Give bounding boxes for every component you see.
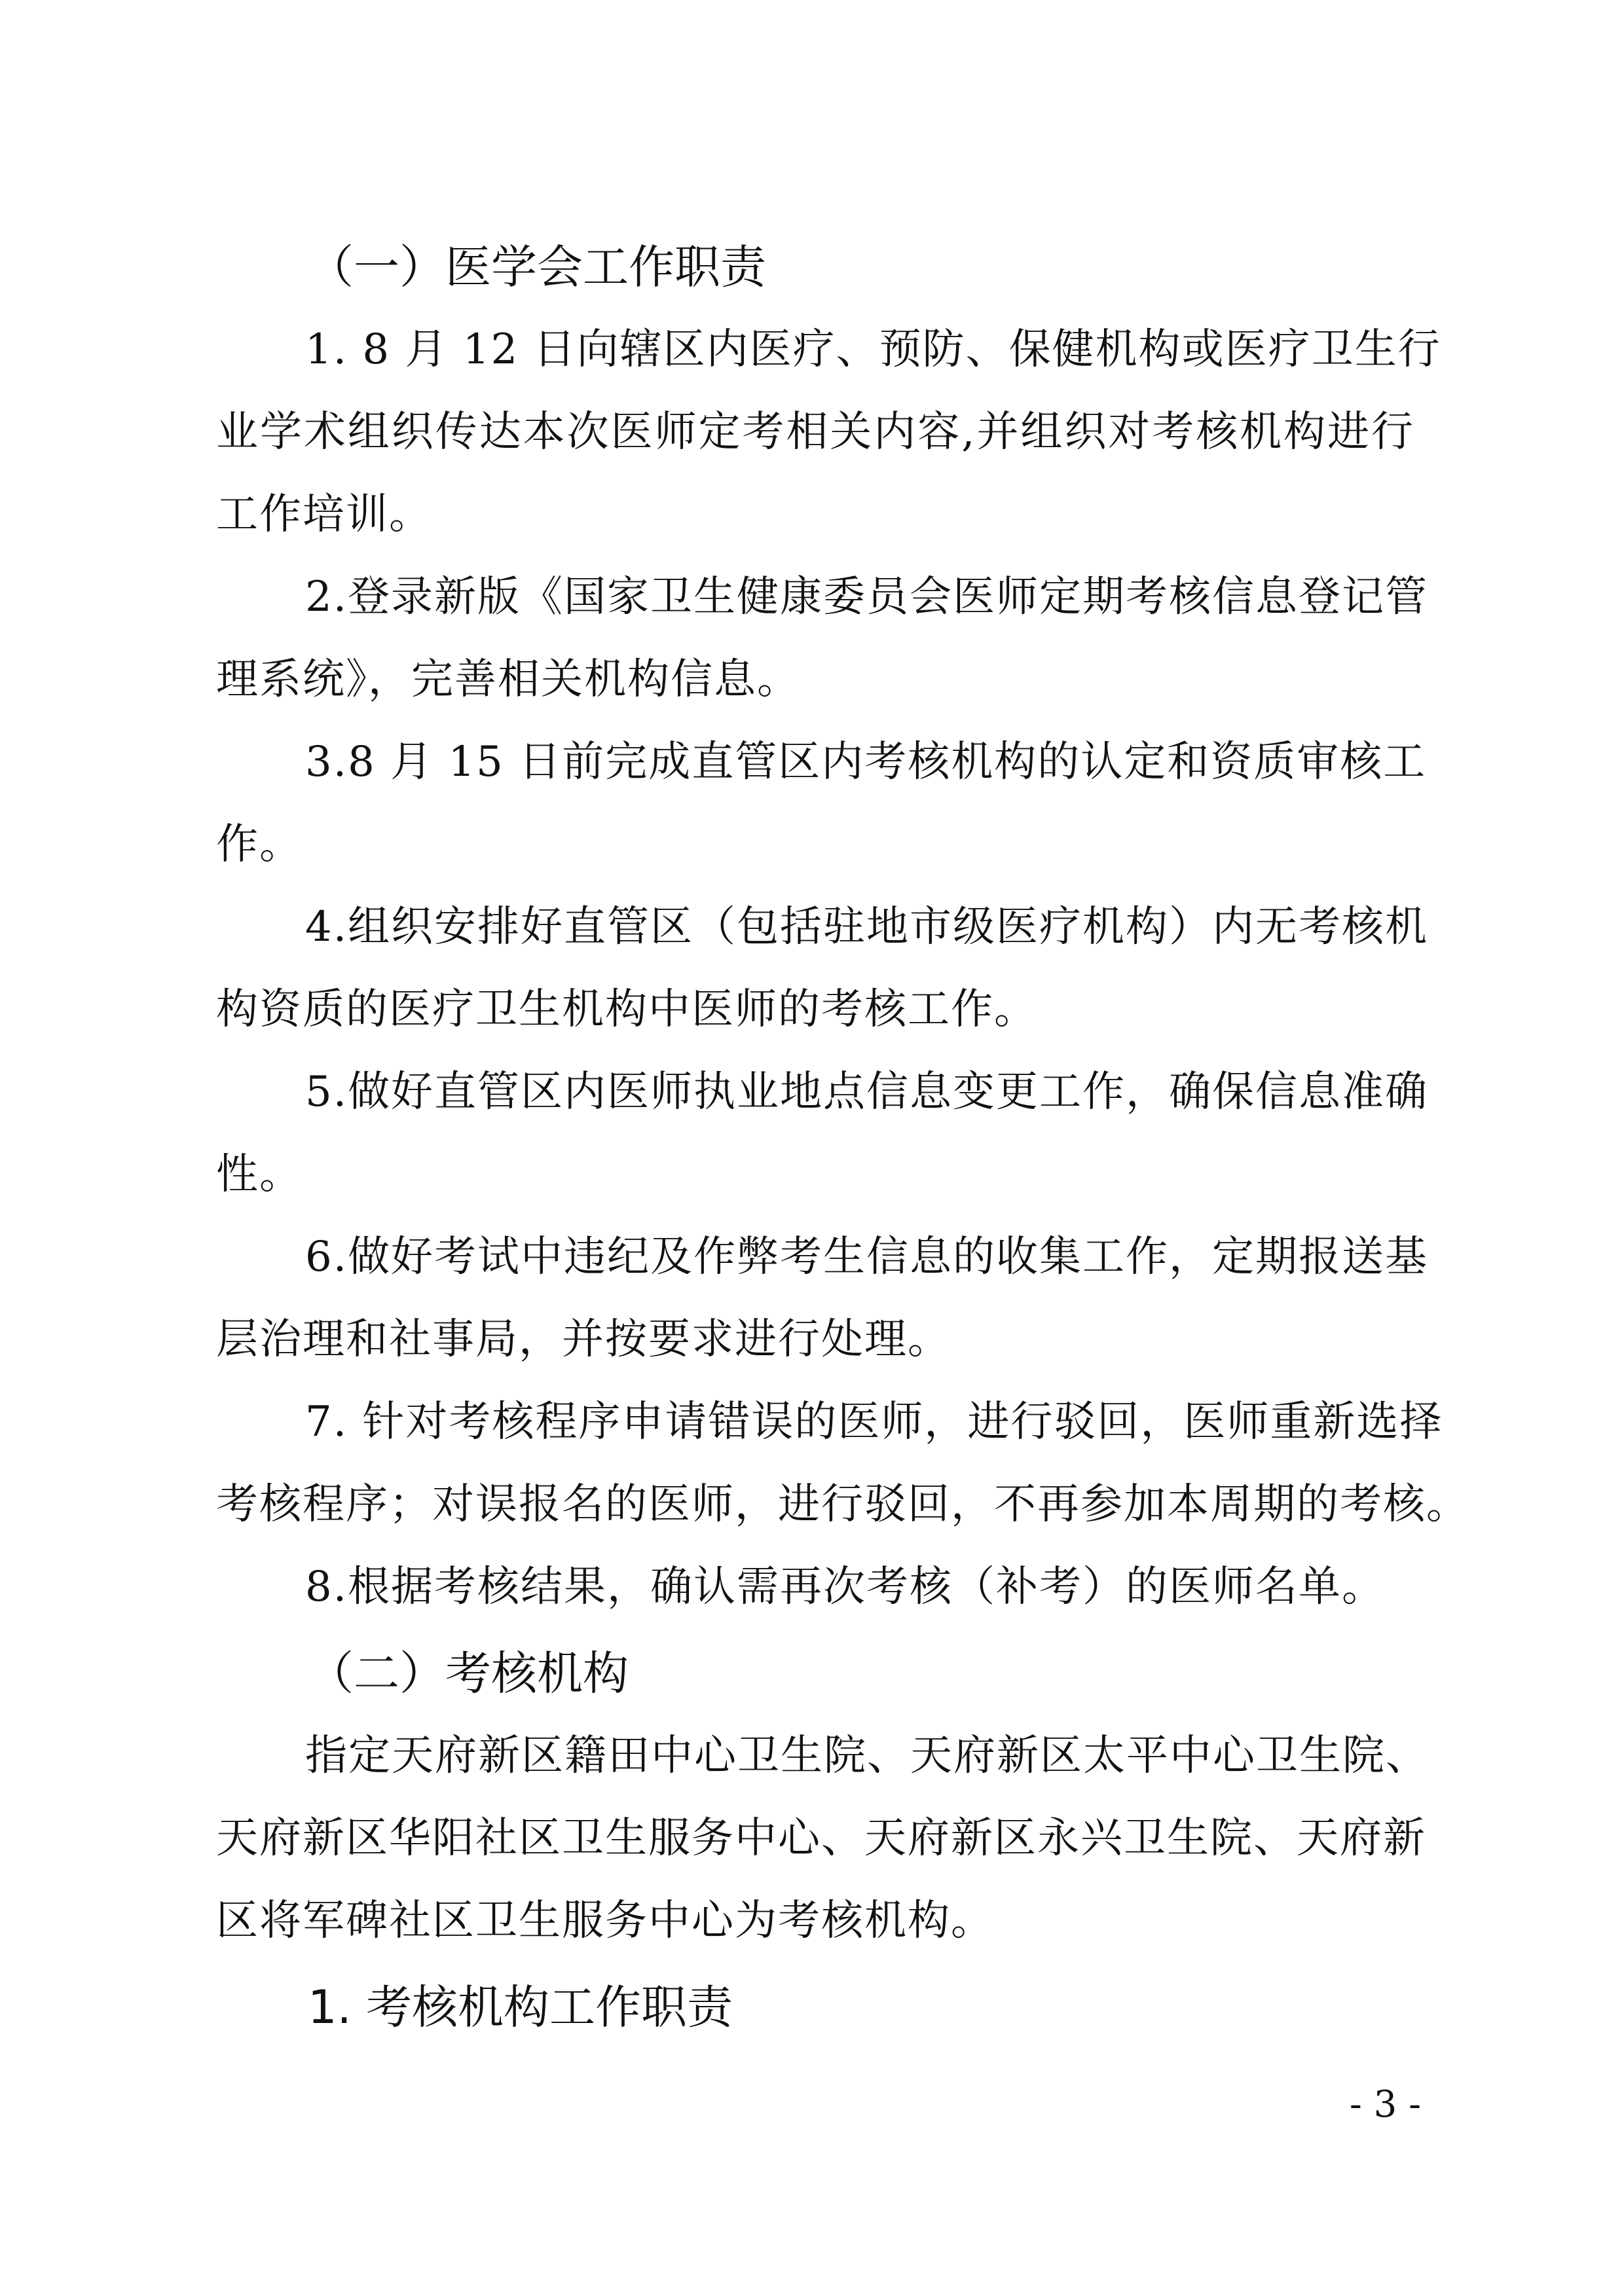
section-heading-assessment-institutions: （二）考核机构	[308, 1647, 629, 1700]
duty-item-1-line-2: 业学术组织传达本次医师定考相关内容,并组织对考核机构进行	[216, 408, 1414, 456]
duty-item-5-line-1: 5.做好直管区内医师执业地点信息变更工作，确保信息准确	[305, 1068, 1429, 1116]
duty-item-8-line-1: 8.根据考核结果，确认需再次考核（补考）的医师名单。	[305, 1563, 1386, 1611]
duty-item-8	[216, 1546, 1414, 1628]
assessment-institutions-line-1: 指定天府新区籍田中心卫生院、天府新区太平中心卫生院、	[305, 1732, 1429, 1780]
duty-item-5-line-2: 性。	[216, 1150, 303, 1199]
duty-item-4	[216, 886, 1429, 1051]
assessment-institutions-paragraph	[216, 1715, 1429, 1962]
assessment-institutions-line-2: 天府新区华阳社区卫生服务中心、天府新区永兴卫生院、天府新	[216, 1814, 1426, 1863]
duty-item-4-line-2: 构资质的医疗卫生机构中医师的考核工作。	[216, 985, 1037, 1034]
duty-item-3-line-2: 作。	[216, 820, 303, 869]
duty-item-6-line-1: 6.做好考试中违纪及作弊考生信息的收集工作，定期报送基	[305, 1233, 1429, 1281]
subsection-heading-institution-duties: 1. 考核机构工作职责	[308, 1980, 733, 2034]
duty-item-1-line-1: 1. 8 月 12 日向辖区内医疗、预防、保健机构或医疗卫生行	[305, 325, 1441, 374]
duty-item-1	[216, 308, 1441, 556]
duty-item-4-line-1: 4.组织安排好直管区（包括驻地市级医疗机构）内无考核机	[305, 903, 1429, 951]
section-heading-medical-association-duties: （一）医学会工作职责	[308, 240, 766, 294]
duty-item-2-line-2: 理系统》，完善相关机构信息。	[216, 655, 800, 704]
duty-item-7-line-1: 7. 针对考核程序申请错误的医师，进行驳回，医师重新选择	[305, 1398, 1443, 1446]
duty-item-5	[216, 1051, 1429, 1216]
page-number: - 3 -	[1349, 2083, 1421, 2126]
duty-item-2	[216, 556, 1429, 721]
duty-item-1-line-3: 工作培训。	[216, 490, 432, 539]
duty-item-6-line-2: 层治理和社事局，并按要求进行处理。	[216, 1315, 951, 1364]
duty-item-3	[216, 721, 1427, 886]
duty-item-7	[216, 1381, 1469, 1546]
duty-item-7-line-2: 考核程序；对误报名的医师，进行驳回，不再参加本周期的考核。	[216, 1480, 1469, 1529]
duty-item-6	[216, 1216, 1429, 1381]
duty-item-2-line-1: 2.登录新版《国家卫生健康委员会医师定期考核信息登记管	[305, 573, 1429, 621]
document-body	[216, 226, 1469, 2049]
assessment-institutions-line-3: 区将军碑社区卫生服务中心为考核机构。	[216, 1897, 994, 1945]
duty-item-3-line-1: 3.8 月 15 日前完成直管区内考核机构的认定和资质审核工	[305, 738, 1427, 786]
